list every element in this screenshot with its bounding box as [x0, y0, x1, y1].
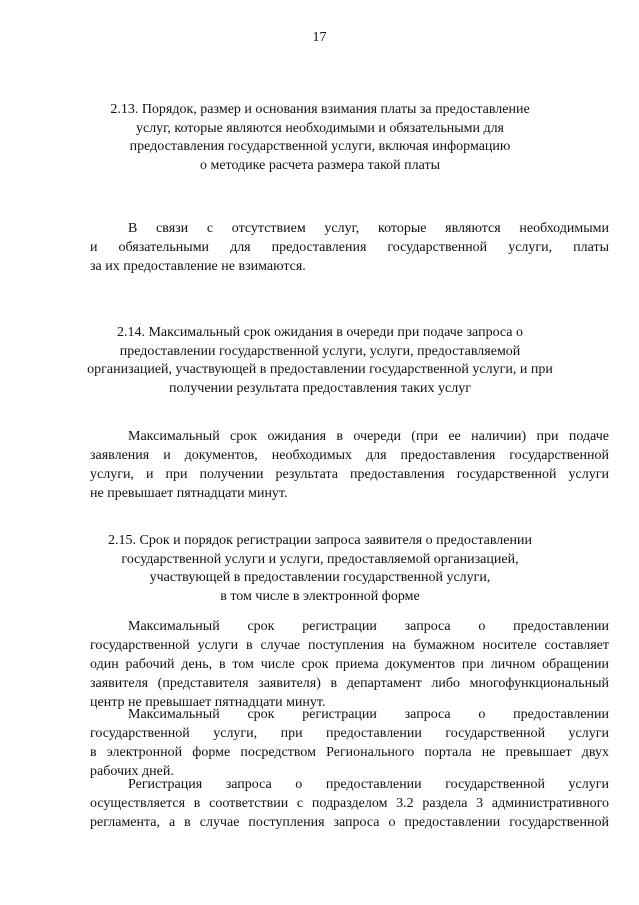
paragraph-line: осуществляется в соответствии с подразделом 3.2 раздела 3 административного: [90, 796, 609, 811]
paragraph-line: государственной услуги, при предоставлении государственной услуги: [90, 726, 609, 741]
heading-line: организацией, участвующей в предоставлении государственной услуги, и при: [87, 362, 553, 377]
paragraph-line: Максимальный срок регистрации запроса о предоставлении: [128, 707, 609, 722]
heading-line: государственной услуги и услуги, предоставляемой организацией,: [121, 551, 519, 567]
heading-line: 2.13. Порядок, размер и основания взимания платы за предоставление: [110, 102, 530, 117]
paragraph-line: услуги, и при получении результата предоставления государственной услуги: [90, 467, 609, 482]
heading-line: участвующей в предоставлении государственной услуги,: [149, 570, 491, 585]
heading-line: о методике расчета размера такой платы: [199, 157, 441, 173]
paragraph-line: один рабочий день, в том числе срок приема документов при личном обращении: [90, 657, 609, 672]
section-2-15-paragraph-1: [90, 617, 609, 712]
paragraph-line: заявителя (представителя заявителя) в департамент либо многофункциональный: [90, 676, 609, 691]
heading-line: услуг, которые являются необходимыми и обязательными для: [135, 120, 504, 136]
section-2-14-paragraph: [90, 427, 609, 503]
paragraph-line: Максимальный срок регистрации запроса о предоставлении: [128, 619, 609, 634]
paragraph-line: регламента, а в случае поступления запроса о предоставлении государственной: [90, 815, 609, 830]
heading-line: предоставления государственной услуги, включая информацию: [129, 139, 511, 154]
paragraph-line: Максимальный срок ожидания в очереди (при ее наличии) при подаче: [128, 429, 609, 444]
paragraph-line: и обязательными для предоставления государственной услуги, платы: [90, 240, 609, 255]
paragraph-line: рабочих дней.: [90, 764, 174, 779]
paragraph-line: центр не превышает пятнадцати минут.: [90, 695, 326, 710]
heading-line: предоставлении государственной услуги, услуги, предоставляемой: [119, 343, 521, 359]
paragraph-line: не превышает пятнадцати минут.: [90, 486, 288, 501]
paragraph-line: Регистрация запроса о предоставлении государственной услуги: [128, 777, 609, 792]
heading-line: в том числе в электронной форме: [220, 588, 420, 604]
section-2-13-paragraph: [90, 219, 609, 276]
section-2-15-heading: [80, 532, 560, 606]
heading-line: 2.15. Срок и порядок регистрации запроса заявителя о предоставлении: [108, 533, 532, 548]
paragraph-line: за их предоставление не взимаются.: [90, 259, 306, 274]
section-2-14-heading: [80, 324, 560, 398]
paragraph-line: в электронной форме посредством Регионального портала не превышает двух: [90, 745, 609, 760]
paragraph-line: В связи с отсутствием услуг, которые являются необходимыми: [128, 221, 609, 236]
section-2-15-paragraph-3: [90, 775, 609, 832]
section-2-15-paragraph-2: [90, 705, 609, 781]
page-number: 17: [312, 30, 327, 45]
section-2-13-heading: [80, 101, 560, 175]
heading-line: 2.14. Максимальный срок ожидания в очереди при подаче запроса о: [116, 325, 524, 340]
paragraph-line: государственной услуги в случае поступления на бумажном носителе составляет: [90, 638, 609, 653]
heading-line: получении результата предоставления таких услуг: [168, 380, 471, 396]
paragraph-line: заявления и документов, необходимых для предоставления государственной: [90, 448, 609, 463]
